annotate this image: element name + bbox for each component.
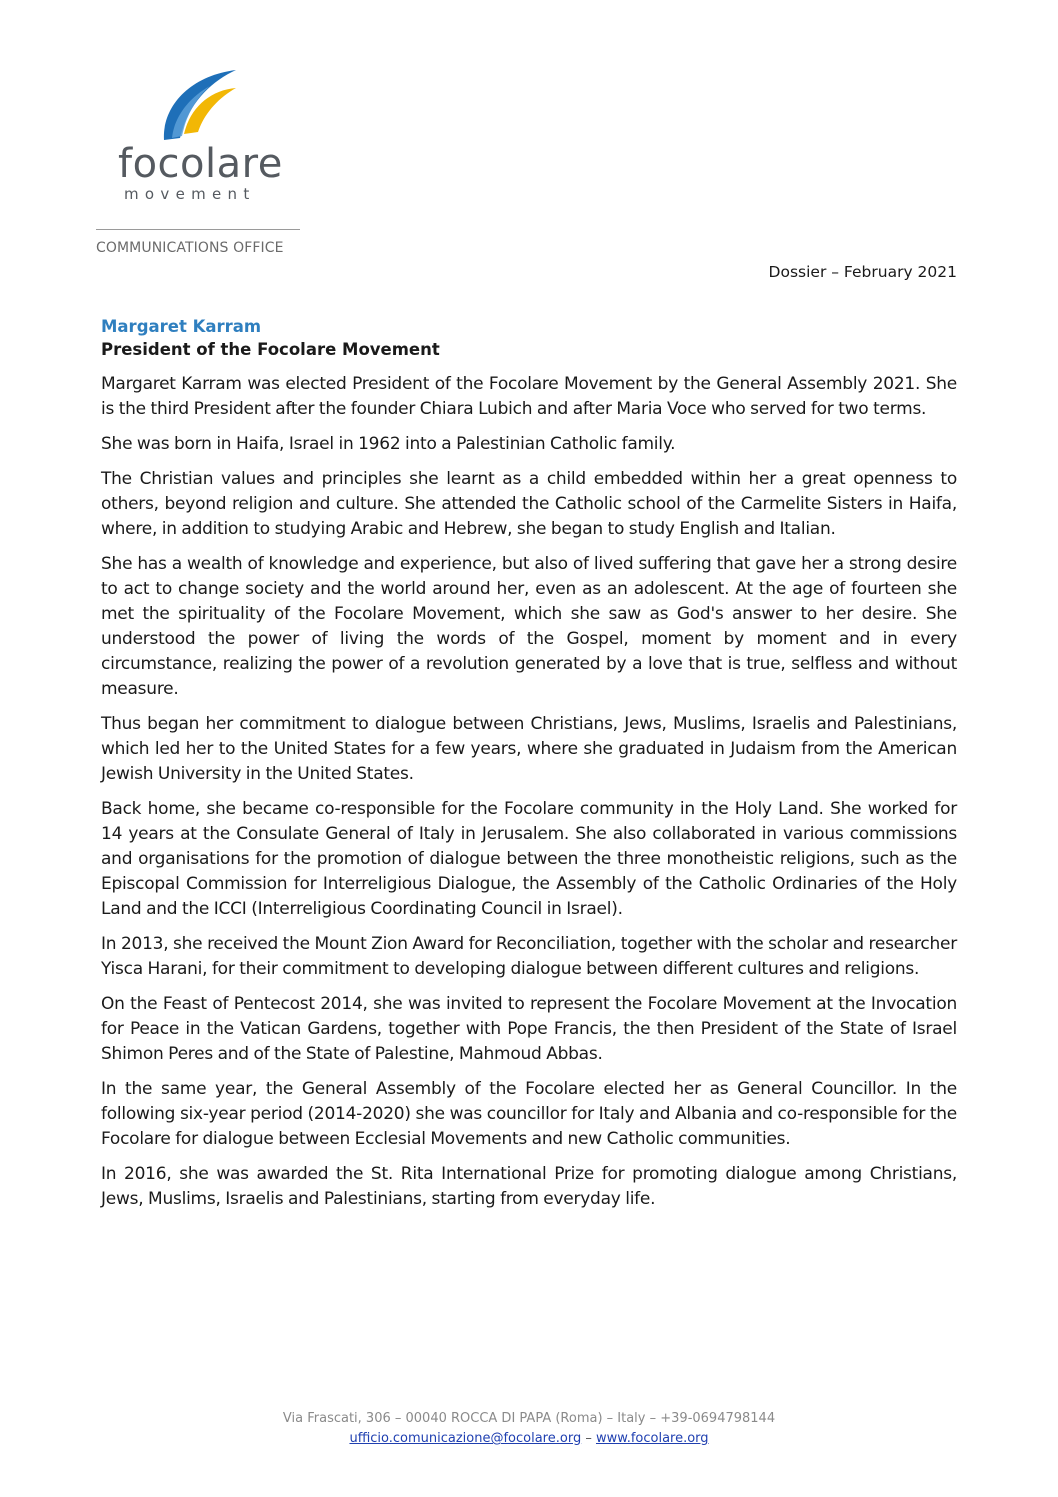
paragraph: Back home, she became co-responsible for the Focolare community in the Holy Land. She worked for 14 years at the Consulate General of Italy in Jerusalem. She also collaborated in various commissions and organisations for the promotion of dialogue between the three monotheistic religions, such as the Episcopal Commission for Interreligious Dialogue, the Assembly of the Catholic Ordinaries of the Holy Land and the ICCI (Interreligious Coordinating Council in Israel). — [101, 799, 957, 919]
focolare-swoosh-icon — [158, 68, 240, 142]
dossier-date: Dossier – February 2021 — [768, 263, 957, 281]
office-divider — [96, 229, 300, 230]
office-label: COMMUNICATIONS OFFICE — [96, 240, 284, 256]
footer-separator: – — [585, 1431, 592, 1446]
paragraph: Margaret Karram was elected President of the Focolare Movement by the General Assembly 2021. She is the third President after the founder Chiara Lubich and after Maria Voce who served for two terms. — [101, 374, 957, 419]
footer-email-link[interactable]: ufficio.comunicazione@focolare.org — [349, 1431, 582, 1446]
logo-wordmark: focolare — [118, 141, 283, 187]
paragraph: In 2016, she was awarded the St. Rita International Prize for promoting dialogue among Christians, Jews, Muslims, Israelis and Palestinians, starting from everyday life. — [101, 1164, 957, 1209]
page-footer — [0, 1409, 1058, 1449]
paragraph: In 2013, she received the Mount Zion Award for Reconciliation, together with the scholar and researcher Yisca Harani, for their commitment to developing dialogue between different cultures and religions. — [101, 934, 957, 979]
document-body — [101, 372, 957, 1222]
paragraph: She has a wealth of knowledge and experience, but also of lived suffering that gave her a strong desire to act to change society and the world around her, even as an adolescent. At the age of fourteen she met the spirituality of the Focolare Movement, which she saw as God's answer to her desire. She understood the power of living the words of the Gospel, moment by moment and in every circumstance, realizing the power of a revolution generated by a love that is true, selfless and without measure. — [101, 554, 957, 699]
footer-address: Via Frascati, 306 – 00040 ROCCA DI PAPA (Roma) – Italy – +39-0694798144 — [282, 1411, 776, 1426]
logo-subtitle: movement — [124, 185, 256, 203]
paragraph: Thus began her commitment to dialogue between Christians, Jews, Muslims, Israelis and Palestinians, which led her to the United States for a few years, where she graduated in Judaism from the American Jewish University in the United States. — [101, 714, 957, 784]
document-title-name: Margaret Karram — [101, 317, 262, 336]
document-title-role: President of the Focolare Movement — [101, 340, 440, 359]
footer-website-link[interactable]: www.focolare.org — [595, 1431, 709, 1446]
paragraph: In the same year, the General Assembly of the Focolare elected her as General Councillor. In the following six-year period (2014-2020) she was councillor for Italy and Albania and co-responsible for the Focolare for dialogue between Ecclesial Movements and new Catholic communities. — [101, 1079, 957, 1149]
paragraph: She was born in Haifa, Israel in 1962 into a Palestinian Catholic family. — [101, 434, 676, 454]
paragraph: The Christian values and principles she learnt as a child embedded within her a great openness to others, beyond religion and culture. She attended the Catholic school of the Carmelite Sisters in Haifa, where, in addition to studying Arabic and Hebrew, she began to study English and Italian. — [101, 469, 957, 539]
footer-links — [0, 1429, 1058, 1449]
focolare-logo — [118, 68, 288, 208]
paragraph: On the Feast of Pentecost 2014, she was invited to represent the Focolare Movement at the Invocation for Peace in the Vatican Gardens, together with Pope Francis, the then President of the State of Israel Shimon Peres and of the State of Palestine, Mahmoud Abbas. — [101, 994, 957, 1064]
